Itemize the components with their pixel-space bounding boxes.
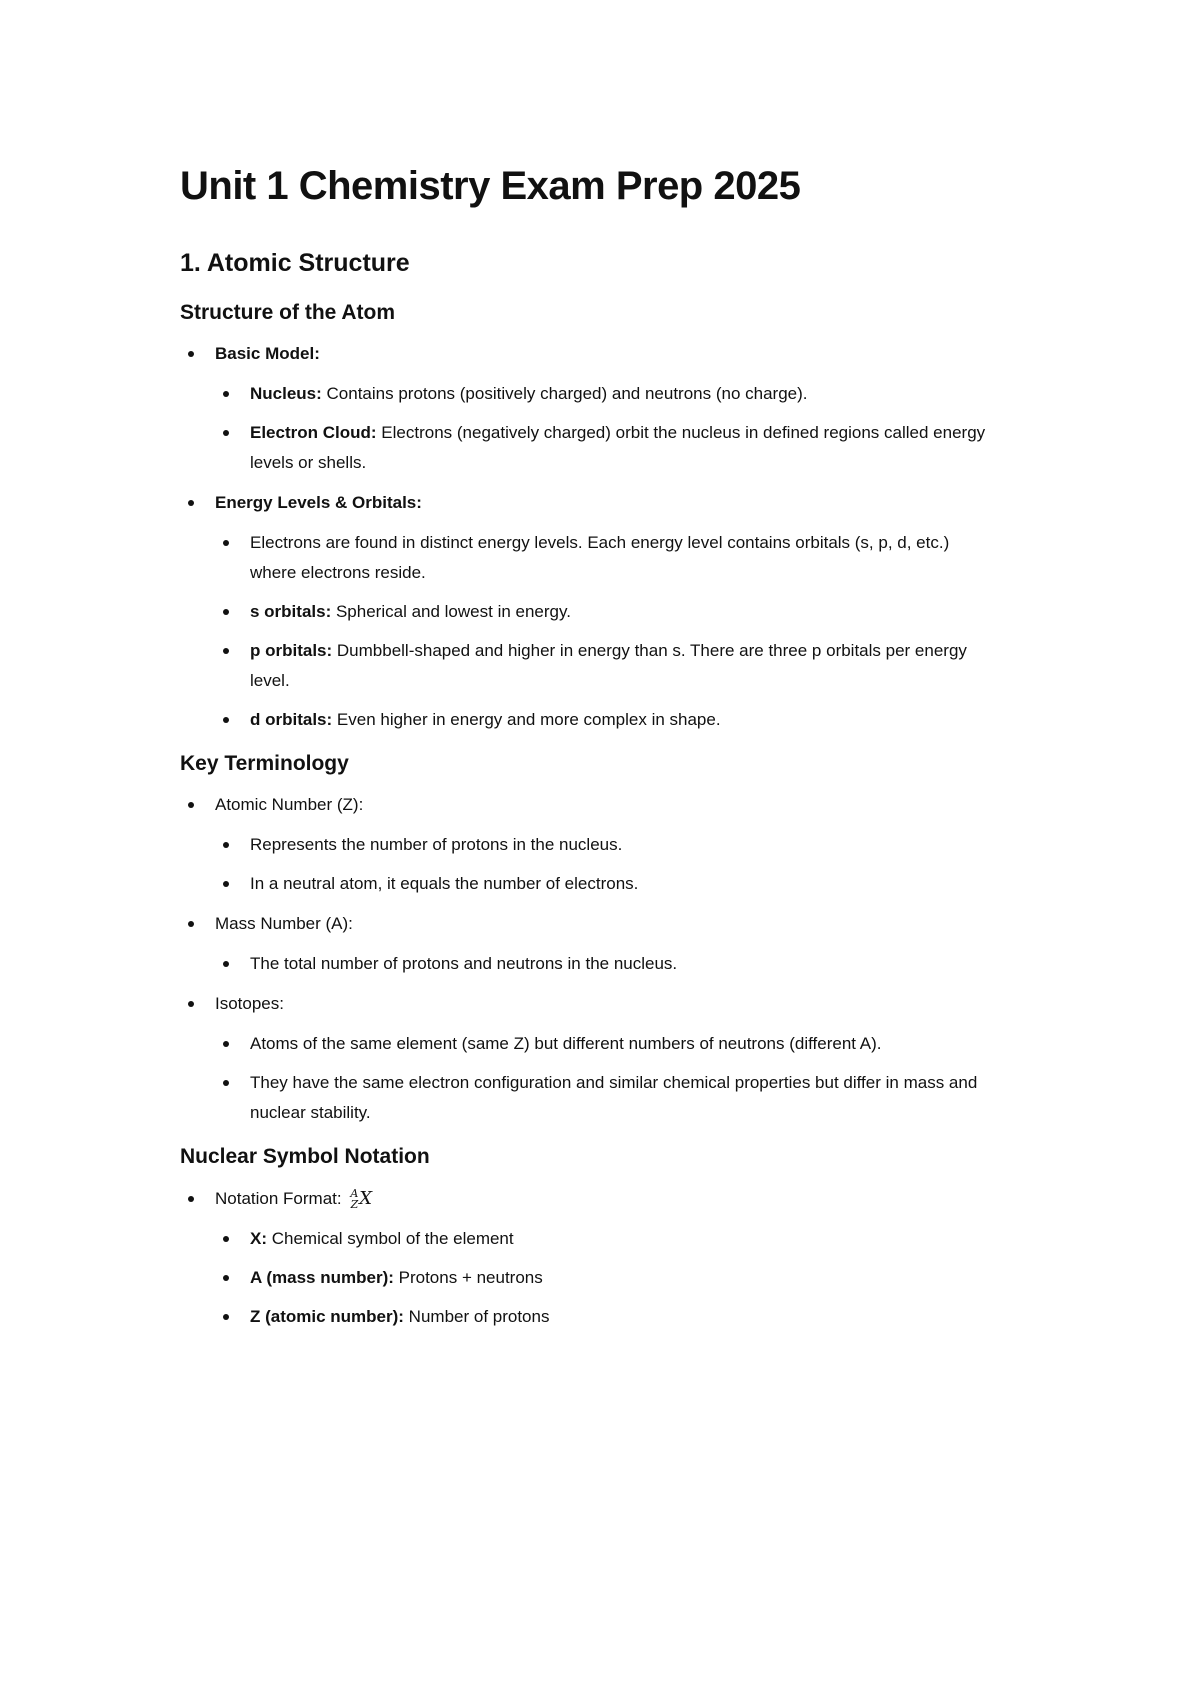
list-item-z (215, 1302, 1000, 1332)
nucleus-text: Contains protons (positively charged) and neutrons (no charge). (321, 384, 808, 404)
list-item-atomic-number (180, 790, 1000, 899)
subsection-heading-key-terminology: Key Terminology (180, 752, 349, 776)
p-orbitals-label: p orbitals: (250, 641, 333, 661)
d-orbitals-label: d orbitals: (250, 710, 333, 730)
list-item-basic-model (180, 339, 1000, 478)
list-item: Atoms of the same element (same Z) but different numbers of neutrons (different A). (215, 1029, 1000, 1059)
document-title: Unit 1 Chemistry Exam Prep 2025 (180, 164, 801, 208)
z-label: Z (atomic number): (250, 1307, 404, 1327)
list-item-nucleus (215, 379, 1000, 409)
electron-cloud-text: Electrons (negatively charged) orbit the nucleus in defined regions called energy levels or shells. (250, 423, 986, 473)
nucleus-label: Nucleus: (250, 384, 322, 404)
list-item: They have the same electron configuration and similar chemical properties but differ in mass and nuclear stability. (215, 1068, 1000, 1128)
subsection-heading-structure-of-atom: Structure of the Atom (180, 301, 396, 324)
list-item-energy-levels-intro (215, 528, 1000, 588)
atomic-number-sublist (215, 830, 1000, 899)
x-label: X: (250, 1229, 267, 1249)
energy-levels-sublist (215, 528, 1000, 735)
terminology-list (180, 790, 1000, 1128)
list-item-a (215, 1263, 1000, 1293)
a-label: A (mass number): (250, 1268, 394, 1288)
p-orbitals-text: Dumbbell-shaped and higher in energy than s. There are three p orbitals per energy level. (250, 641, 967, 691)
mass-number-label: Mass Number (A): (215, 914, 353, 934)
list-item-electron-cloud (215, 418, 1000, 478)
x-text: Chemical symbol of the element (267, 1229, 514, 1249)
notation-list (180, 1184, 1000, 1333)
notation-scripts (350, 1188, 358, 1210)
a-text: Protons + neutrons (393, 1268, 543, 1288)
list-item-s-orbitals (215, 597, 1000, 627)
list-item: Represents the number of protons in the nucleus. (215, 830, 1000, 860)
list-item-isotopes (180, 989, 1000, 1128)
subsection-key-terminology (180, 751, 1000, 1128)
list-item-d-orbitals (215, 705, 1000, 735)
energy-levels-label: Energy Levels & Orbitals: (215, 493, 422, 513)
list-item-energy-levels (180, 488, 1000, 735)
notation-sublist (215, 1224, 1000, 1332)
basic-model-label: Basic Model: (215, 344, 320, 364)
list-item-p-orbitals (215, 636, 1000, 696)
notation-superscript: A (350, 1187, 359, 1201)
atomic-number-label: Atomic Number (Z): (215, 795, 364, 815)
d-orbitals-text: Even higher in energy and more complex in shape. (332, 710, 721, 730)
basic-model-sublist (215, 379, 1000, 478)
energy-levels-intro-text: Electrons are found in distinct energy levels. Each energy level contains orbitals (s, p, d, etc.) where electrons reside. (250, 533, 950, 583)
nuclear-notation-formula (350, 1184, 372, 1214)
notation-subscript: Z (350, 1198, 359, 1212)
list-item-mass-number (180, 909, 1000, 979)
list-item-x (215, 1224, 1000, 1254)
subsection-structure-of-atom (180, 300, 1000, 735)
structure-list (180, 339, 1000, 735)
section-heading-atomic-structure: 1. Atomic Structure (180, 249, 410, 277)
list-item: In a neutral atom, it equals the number of electrons. (215, 869, 1000, 899)
subsection-nuclear-symbol (180, 1144, 1000, 1332)
mass-number-sublist (215, 949, 1000, 979)
notation-format-label: Notation Format: (215, 1188, 342, 1208)
notation-symbol: X (359, 1188, 373, 1210)
isotopes-label: Isotopes: (215, 994, 284, 1014)
list-item: The total number of protons and neutrons in the nucleus. (215, 949, 1000, 979)
electron-cloud-label: Electron Cloud: (250, 423, 377, 443)
s-orbitals-text: Spherical and lowest in energy. (331, 602, 571, 622)
s-orbitals-label: s orbitals: (250, 602, 332, 622)
isotopes-sublist (215, 1029, 1000, 1128)
subsection-heading-nuclear-symbol: Nuclear Symbol Notation (180, 1145, 430, 1169)
z-text: Number of protons (403, 1307, 550, 1327)
list-item-notation-format (180, 1184, 1000, 1333)
